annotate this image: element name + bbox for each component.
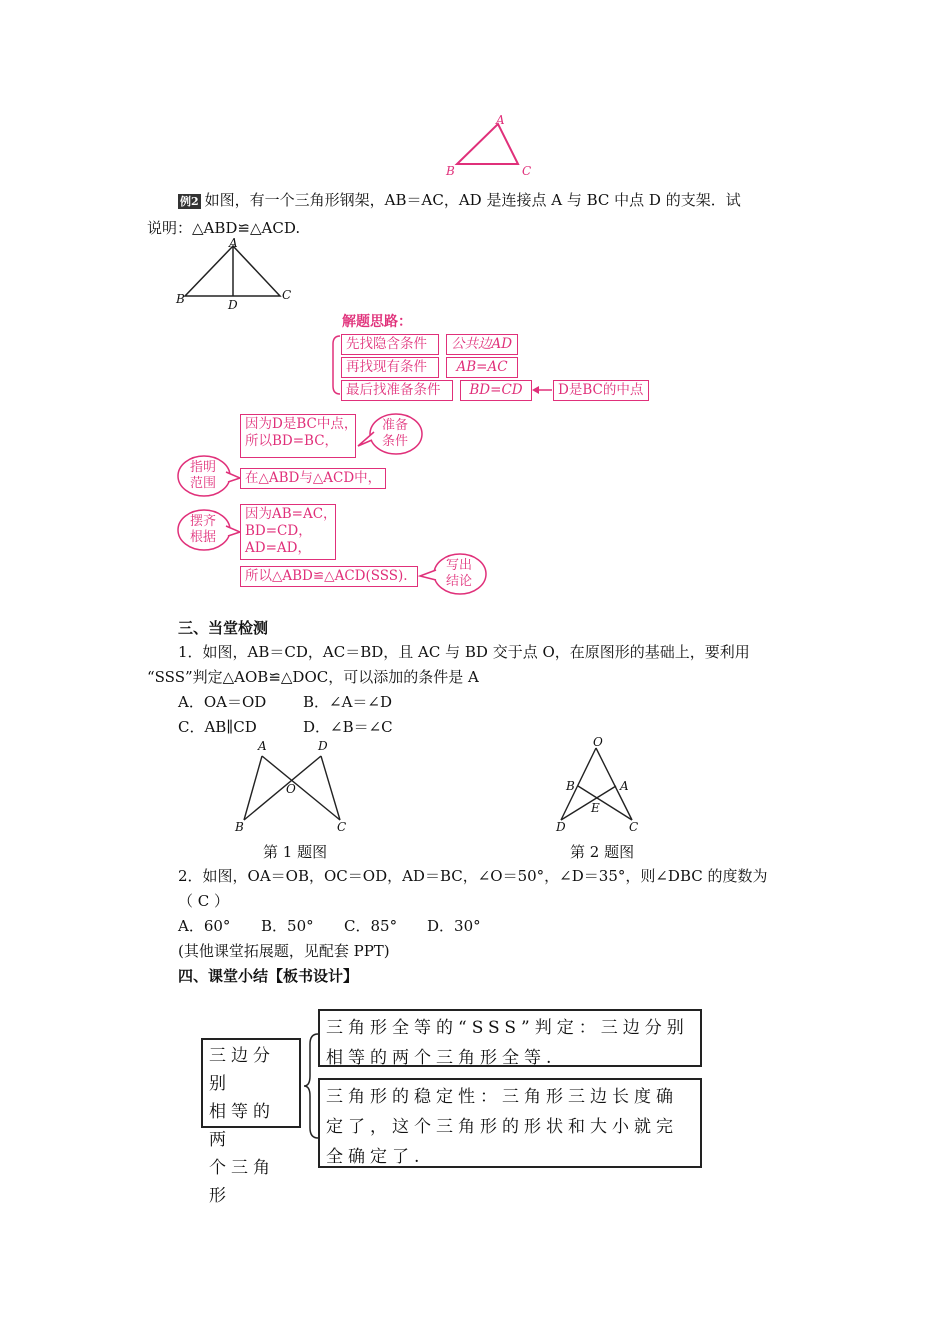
q1-label-C: C: [337, 820, 347, 834]
q1-option-b: B．∠A＝∠D: [303, 693, 393, 711]
fig2-caption: 第 2 题图: [570, 843, 635, 861]
section4-title: 四、课堂小结【板书设计】: [178, 967, 359, 985]
label-B: B: [446, 164, 455, 178]
basis-line2: BD=CD，: [245, 523, 312, 539]
basis-box: [240, 504, 336, 560]
q2-option-a: A．60°: [178, 917, 231, 935]
fig1-caption: 第 1 题图: [263, 843, 328, 861]
summary-left-line1: 三边分别: [209, 1046, 275, 1094]
bubble-prep-text: 准备 条件: [382, 418, 409, 449]
bubble-basis-text: 摆齐 根据: [190, 514, 217, 545]
q1-line1: 1．如图，AB＝CD，AC＝BD，且 AC 与 BD 交于点 O，在原图形的基础上，要利用: [178, 643, 750, 661]
ex2-label-B: B: [176, 292, 185, 306]
example-tag: 例2: [180, 195, 199, 208]
basis-line3: AD=AD，: [245, 540, 311, 556]
q1-line2: “SSS”判定△AOB≌△DOC，可以添加的条件是 A: [147, 668, 479, 686]
ex2-label-A: A: [229, 236, 238, 250]
q2-label-A: A: [620, 779, 629, 793]
q2-label-O: O: [593, 735, 603, 749]
q2-line2: （ C ）: [178, 892, 230, 910]
summary-sss-line2: 相等的两个三角形全等.: [326, 1048, 557, 1068]
q2-option-d: D．30°: [427, 917, 481, 935]
ex2-label-C: C: [282, 288, 292, 302]
bubble-range-text: 指明 范围: [190, 460, 217, 491]
summary-sss-box: [318, 1009, 702, 1067]
bubble-conclusion-text: 写出 结论: [446, 558, 473, 589]
prep-line2: 所以BD=BC，: [245, 433, 339, 449]
ex2-label-D: D: [228, 298, 238, 312]
q1-label-O: O: [286, 782, 296, 796]
q2-line1: 2．如图，OA＝OB，OC＝OD，AD＝BC，∠O＝50°，∠D＝35°，则∠DBC 的度数为: [178, 867, 768, 885]
example2-line2: 说明：△ABD≌△ACD.: [147, 219, 301, 237]
cond-2: AB=AC: [446, 357, 518, 378]
section3-title: 三、当堂检测: [178, 619, 269, 637]
q1-label-D: D: [318, 739, 328, 753]
basis-line1: 因为AB=AC，: [245, 506, 337, 522]
prep-line1: 因为D是BC中点，: [245, 416, 358, 432]
cond-3: BD=CD: [460, 380, 532, 401]
cond-1: 公共边AD: [446, 334, 518, 355]
range-box: 在△ABD与△ACD中，: [240, 468, 386, 489]
q2-label-B: B: [566, 779, 575, 793]
summary-sss-line1: 三角形全等的“SSS”判定：三边分别: [326, 1018, 689, 1038]
label-A: A: [496, 113, 505, 127]
summary-stability-line2: 定了，这个三角形的形状和大小就完: [326, 1117, 678, 1137]
step-3: 最后找准备条件: [341, 380, 453, 401]
q2-label-D: D: [556, 820, 566, 834]
step-1: 先找隐含条件: [341, 334, 439, 355]
prep-box: [240, 414, 356, 458]
label-C: C: [522, 164, 532, 178]
summary-left-box: [201, 1038, 301, 1206]
figure-q1: [236, 750, 356, 830]
q2-label-C: C: [629, 820, 639, 834]
summary-left-line2: 相等的两: [209, 1102, 275, 1150]
q1-label-A: A: [258, 739, 267, 753]
q1-label-B: B: [235, 820, 244, 834]
q2-label-E: E: [591, 801, 600, 815]
q2-option-c: C．85°: [344, 917, 398, 935]
summary-stability-line1: 三角形的稳定性：三角形三边长度确: [326, 1087, 678, 1107]
extension-note: (其他课堂拓展题，见配套 PPT): [178, 942, 390, 960]
arrow-left-icon: [532, 383, 554, 397]
thinking-title: 解题思路：: [342, 314, 412, 330]
summary-stability-line3: 全确定了.: [326, 1147, 425, 1167]
q1-option-d: D．∠B＝∠C: [303, 718, 393, 736]
summary-stability-box: [318, 1078, 702, 1168]
example2-line1: 例2 如图，有一个三角形钢架，AB＝AC，AD 是连接点 A 与 BC 中点 D 的支架．试: [180, 191, 741, 209]
q2-option-b: B．50°: [261, 917, 314, 935]
q1-option-c: C．AB∥CD: [178, 718, 257, 736]
conclusion-box: 所以△ABD≌△ACD(SSS).: [240, 566, 418, 587]
step-2: 再找现有条件: [341, 357, 439, 378]
cond-3-source: D是BC的中点: [553, 380, 649, 401]
q1-option-a: A．OA＝OD: [178, 693, 267, 711]
summary-left-line3: 个三角形: [209, 1158, 275, 1206]
